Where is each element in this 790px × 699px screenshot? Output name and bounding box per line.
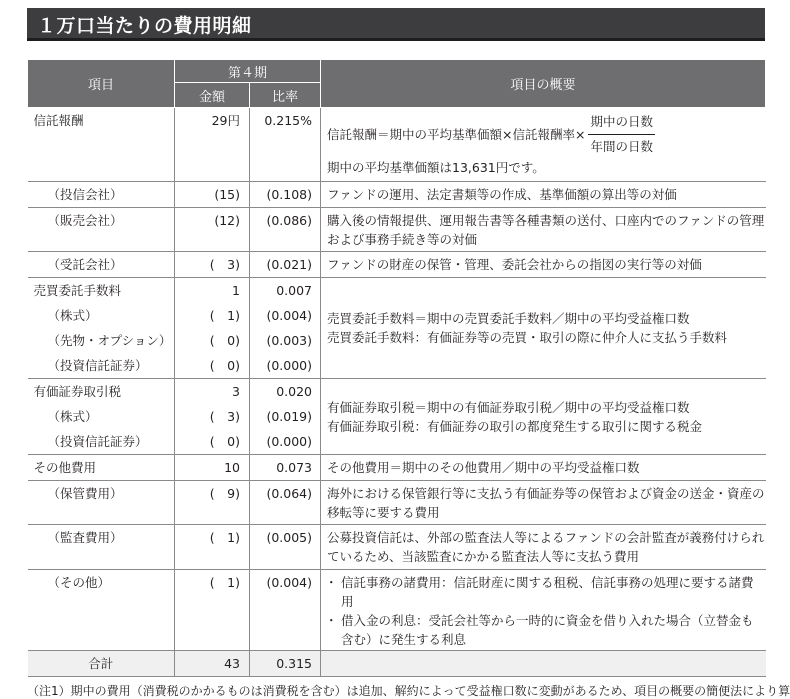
sec-tax-desc	[327, 379, 766, 454]
total-ratio: 0.315	[250, 651, 321, 677]
row-ratio: (0.003)	[266, 333, 313, 348]
row-label: （投信会社）	[47, 187, 123, 202]
row-label: （先物・オプション）	[47, 333, 172, 348]
row-label: （販売会社）	[47, 213, 123, 228]
sec-tax-definition: 有価証券取引税：有価証券の取引の都度発生する取引に関する税金	[327, 418, 703, 434]
row-ratio: (0.005)	[266, 530, 313, 545]
row-amount: ( 9)	[209, 486, 240, 501]
row-label: （監査費用）	[47, 530, 123, 545]
header-period: 第４期	[175, 60, 321, 83]
row-ratio: (0.000)	[266, 358, 313, 373]
row-desc: ファンドの運用、法定書類等の作成、基準価額の算出等の対価	[327, 187, 677, 202]
row-desc: その他費用＝期中のその他費用／期中の平均受益権口数	[327, 460, 640, 475]
table-row	[28, 481, 766, 525]
row-ratio: 0.020	[276, 384, 313, 399]
total-amount: 43	[175, 651, 250, 677]
row-label: （受託会社）	[47, 257, 123, 272]
footnote: （注1）期中の費用（消費税のかかるものは消費税を含む）は追加、解約によって受益権口数に変動があるため、項目の概要の簡便法により算	[27, 684, 790, 698]
table-row	[28, 570, 766, 651]
section-title-bar	[27, 8, 765, 41]
row-ratio: (0.108)	[266, 187, 313, 202]
sec-tax-formula: 有価証券取引税＝期中の有価証券取引税／期中の平均受益権口数	[327, 399, 690, 415]
row-label: （株式）	[47, 308, 98, 323]
row-label: （保管費用）	[47, 486, 123, 501]
row-ratio: (0.064)	[266, 486, 313, 501]
row-desc: 購入後の情報提供、運用報告書等各種書類の送付、口座内でのファンドの管理および事務手続き等の対価	[327, 213, 765, 247]
header-overview: 項目の概要	[321, 60, 766, 108]
row-ratio: (0.004)	[266, 575, 313, 590]
table-row	[28, 455, 766, 481]
row-amount: ( 0)	[209, 333, 240, 348]
formula-text: 信託報酬＝期中の平均基準価額×信託報酬率×	[327, 126, 586, 142]
table-row	[28, 108, 766, 134]
misc-bullet-2: ・ 借入金の利息：受託会社等から一時的に資金を借り入れた場合（立替金も含む）に発生する利息	[327, 611, 766, 649]
row-label: （その他）	[47, 575, 111, 590]
row-ratio: (0.086)	[266, 213, 313, 228]
brokerage-definition: 売買委託手数料：有価証券等の売買・取引の際に仲介人に支払う手数料	[327, 330, 728, 345]
table-row	[28, 208, 766, 252]
row-amount: ( 0)	[209, 358, 240, 373]
row-label: （投資信託証券）	[47, 358, 148, 373]
row-ratio: (0.019)	[266, 409, 313, 424]
table-row	[28, 278, 766, 304]
fraction-numerator: 期中の日数	[588, 113, 655, 135]
row-label: その他費用	[33, 460, 97, 475]
row-amount: ( 1)	[209, 308, 240, 323]
row-amount: (15)	[214, 187, 240, 202]
row-amount: ( 0)	[209, 434, 240, 449]
fraction-denominator: 年間の日数	[590, 138, 653, 154]
row-ratio: (0.000)	[266, 434, 313, 449]
header-ratio: 比率	[250, 83, 321, 108]
brokerage-desc	[327, 278, 766, 378]
row-label: 信託報酬	[33, 113, 84, 128]
row-ratio: (0.004)	[266, 308, 313, 323]
table-row	[28, 525, 766, 570]
row-amount: 10	[224, 460, 240, 475]
formula-fraction	[588, 113, 655, 156]
row-ratio: 0.007	[276, 283, 313, 298]
row-label: （投資信託証券）	[47, 434, 148, 449]
row-amount: ( 1)	[209, 530, 240, 545]
avg-nav-text: 期中の平均基準価額は13,631円です。	[327, 160, 545, 175]
row-amount: (12)	[214, 213, 240, 228]
trust-fee-formula	[327, 112, 766, 156]
misc-bullet-list	[327, 570, 766, 649]
expense-table	[27, 59, 766, 677]
row-ratio: (0.021)	[266, 257, 313, 272]
row-ratio: 0.073	[276, 460, 313, 475]
row-desc: 海外における保管銀行等に支払う有価証券等の保管および資金の送金・資産の移転等に要する費用	[327, 486, 765, 520]
row-amount: 3	[232, 384, 240, 399]
row-desc: ファンドの財産の保管・管理、委託会社からの指図の実行等の対価	[327, 257, 702, 272]
misc-bullet-1: ・ 信託事務の諸費用：信託財産に関する租税、信託事務の処理に要する諸費用	[327, 573, 766, 611]
table-row	[28, 379, 766, 405]
row-amount: ( 3)	[209, 257, 240, 272]
table-row	[28, 182, 766, 208]
total-row	[28, 651, 766, 677]
total-label: 合計	[28, 651, 175, 677]
row-label: （株式）	[47, 409, 98, 424]
header-amount: 金額	[175, 83, 250, 108]
row-desc: 公募投資信託は、外部の監査法人等によるファンドの会計監査が義務付けられているため、当該監査にかかる監査法人等に支払う費用	[327, 530, 765, 564]
row-amount: ( 3)	[209, 409, 240, 424]
table-row	[28, 252, 766, 278]
row-label: 有価証券取引税	[33, 384, 122, 399]
row-amount: 29円	[211, 113, 240, 128]
row-amount: 1	[232, 283, 240, 298]
row-amount: ( 1)	[209, 575, 240, 590]
row-label: 売買委託手数料	[33, 283, 122, 298]
brokerage-formula: 売買委託手数料＝期中の売買委託手数料／期中の平均受益権口数	[327, 311, 690, 326]
row-ratio: 0.215%	[264, 113, 313, 128]
section-title: １万口当たりの費用明細	[37, 15, 252, 37]
header-item: 項目	[28, 60, 175, 108]
